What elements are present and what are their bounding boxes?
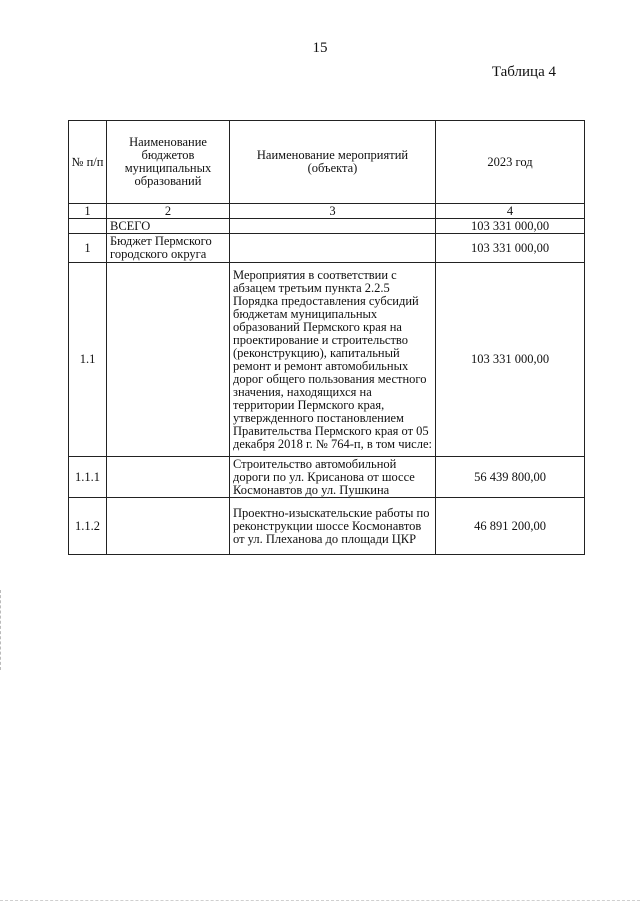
- row-budget: Бюджет Пермского городского округа: [107, 234, 230, 263]
- row-num: 1.1: [69, 263, 107, 457]
- row-event: [230, 219, 436, 234]
- row-num: 1: [69, 234, 107, 263]
- row-event: Мероприятия в соответствии с абзацем третьим пункта 2.2.5 Порядка предоставления субсидий бюджетам муниципальных образований Пермского края на проектирование и строительство (реконструкцию), капитальный ремонт и ремонт автомобильных дорог общего пользования местного значения, находящихся на территории Пермского края, утвержденного постановлением Правительства Пермского края от 05 декабря 2018 г. № 764-п, в том числе:: [230, 263, 436, 457]
- column-index: 3: [230, 204, 436, 219]
- scan-bottom-line: [0, 900, 640, 901]
- scan-edge-marks: [0, 590, 3, 670]
- row-num: 1.1.2: [69, 498, 107, 555]
- row-budget: [107, 457, 230, 498]
- header-event: Наименование мероприятий (объекта): [230, 121, 436, 204]
- row-amount: 46 891 200,00: [436, 498, 585, 555]
- page-number: 15: [312, 40, 328, 56]
- header-budget: Наименование бюджетов муниципальных образований: [107, 121, 230, 204]
- subsidy-table: [68, 120, 585, 555]
- table-row: [69, 234, 585, 263]
- table-caption: Таблица 4: [491, 64, 556, 80]
- row-num: [69, 219, 107, 234]
- row-event: Проектно-изыскательские работы по реконструкции шоссе Космонавтов от ул. Плеханова до площади ЦКР: [230, 498, 436, 555]
- row-amount: 103 331 000,00: [436, 234, 585, 263]
- row-budget: [107, 498, 230, 555]
- row-budget: [107, 263, 230, 457]
- table-row: [69, 498, 585, 555]
- table-row: [69, 263, 585, 457]
- column-index: 1: [69, 204, 107, 219]
- table-row: [69, 457, 585, 498]
- row-budget: ВСЕГО: [107, 219, 230, 234]
- header-year: 2023 год: [436, 121, 585, 204]
- row-event: Строительство автомобильной дороги по ул. Крисанова от шоссе Космонавтов до ул. Пушкина: [230, 457, 436, 498]
- row-amount: 56 439 800,00: [436, 457, 585, 498]
- row-event: [230, 234, 436, 263]
- row-num: 1.1.1: [69, 457, 107, 498]
- column-index: 4: [436, 204, 585, 219]
- column-index: 2: [107, 204, 230, 219]
- header-num: № п/п: [69, 121, 107, 204]
- table-header-row: [69, 121, 585, 204]
- column-index-row: [69, 204, 585, 219]
- row-amount: 103 331 000,00: [436, 263, 585, 457]
- table-row-total: [69, 219, 585, 234]
- row-amount: 103 331 000,00: [436, 219, 585, 234]
